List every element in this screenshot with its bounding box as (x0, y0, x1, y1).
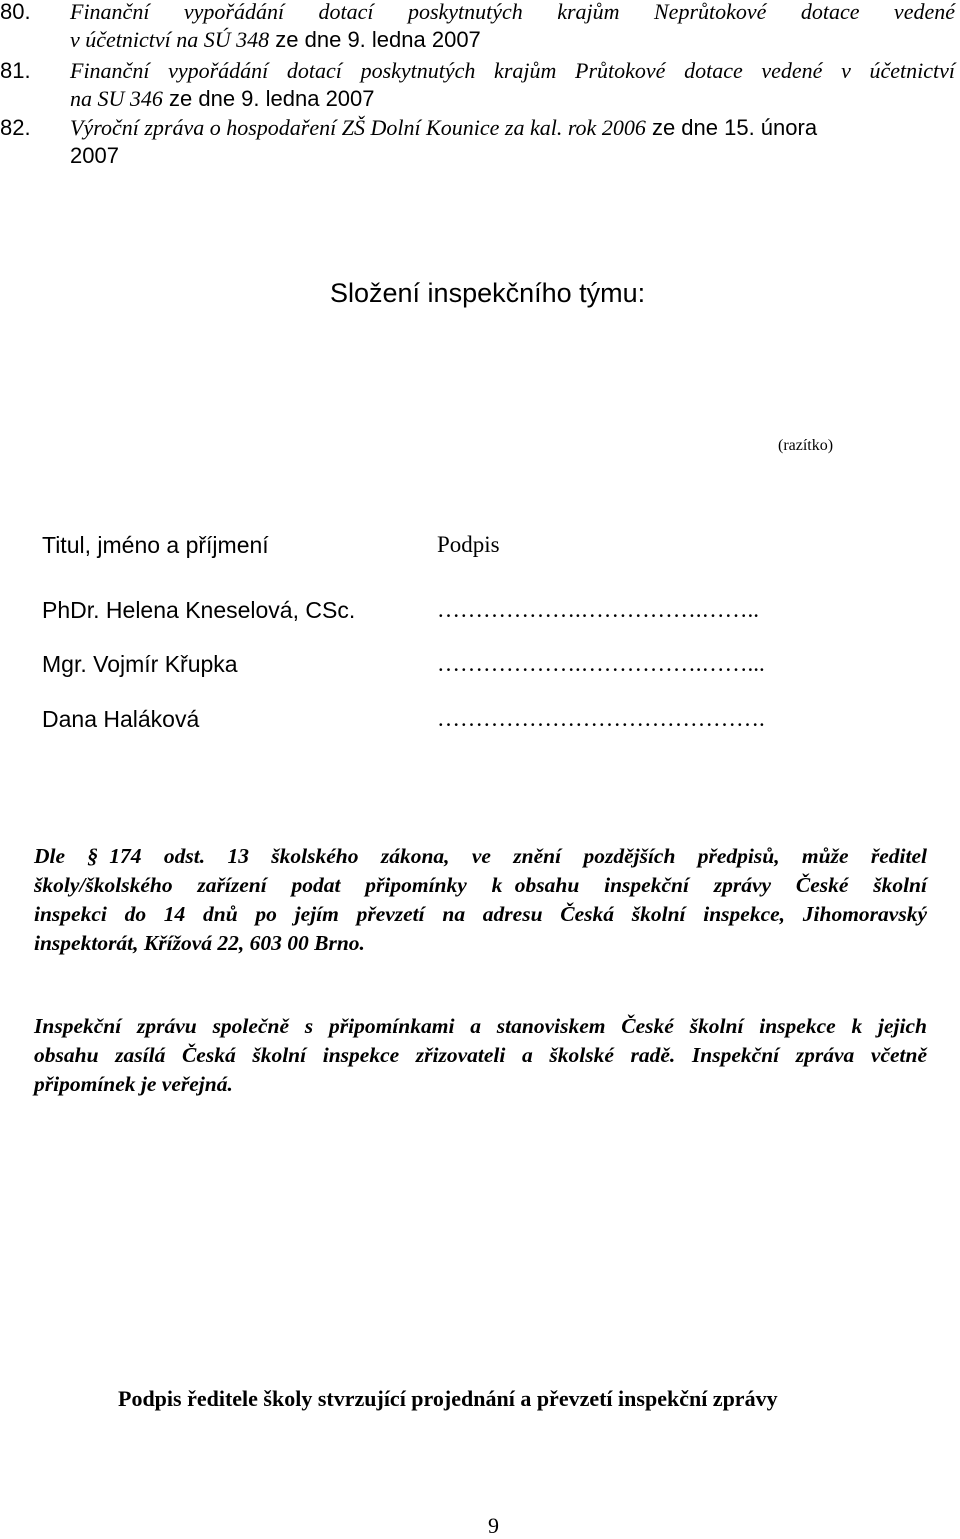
team-col-name-header: Titul, jméno a příjmení (42, 532, 269, 558)
director-signature-label: Podpis ředitele školy stvrzující projednání a převzetí inspekční zprávy (118, 1386, 778, 1411)
notice-line: školy/školského zařízení podat připomínky k obsahu inspekční zprávy České školní (34, 873, 927, 897)
team-heading: Složení inspekčního týmu: (330, 278, 646, 308)
list-text-line1: Finanční vypořádání dotací poskytnutých krajům Průtokové dotace vedené v účetnictví (70, 58, 955, 83)
team-member-name: Mgr. Vojmír Křupka (42, 651, 238, 677)
comment-notice (34, 842, 927, 958)
team-member-sign-line: ……………….…………….…….. (437, 597, 759, 622)
list-text-line1 (70, 114, 817, 142)
team-member-sign-line: ……………………………………. (437, 706, 765, 731)
list-text-italic: Výroční zpráva o hospodaření ZŠ Dolní Kounice za kal. rok 2006 (70, 115, 646, 140)
page-number: 9 (488, 1513, 499, 1538)
notice-line: inspektorát, Křížová 22, 603 00 Brno. (34, 931, 365, 955)
team-member-sign-line: ……………….…………….……... (437, 651, 765, 676)
notice-line: inspekci do 14 dnů po jejím převzetí na adresu Česká školní inspekce, Jihomoravský (34, 902, 927, 926)
list-number: 80. (0, 0, 31, 24)
publication-notice (34, 1012, 927, 1099)
list-text-line1: Finanční vypořádání dotací poskytnutých krajům Neprůtokové dotace vedené (70, 0, 955, 24)
list-item-81 (0, 57, 960, 113)
list-number: 81. (0, 58, 31, 83)
list-text-plain: ze dne 9. ledna 2007 (162, 86, 375, 111)
publication-line: Inspekční zprávu společně s připomínkami a stanoviskem České školní inspekce k jejich (34, 1014, 927, 1038)
publication-line: obsahu zasílá Česká školní inspekce zřizovateli a školské radě. Inspekční zpráva včetně (34, 1043, 927, 1067)
list-text-line2 (70, 26, 481, 54)
list-text-line2: 2007 (70, 143, 119, 168)
team-member-name: PhDr. Helena Kneselová, CSc. (42, 597, 356, 623)
team-col-sign-header: Podpis (437, 532, 500, 557)
list-text-italic: na SU 346 (70, 86, 163, 111)
list-text-line2 (70, 85, 375, 113)
list-text-plain: ze dne 9. ledna 2007 (269, 27, 481, 52)
team-member-name: Dana Haláková (42, 706, 200, 732)
list-text-plain: ze dne 15. února (645, 115, 818, 140)
list-text-italic: v účetnictví na SÚ 348 (70, 27, 270, 52)
list-item-82 (0, 114, 960, 170)
stamp-placeholder: (razítko) (778, 437, 834, 454)
list-number: 82. (0, 115, 31, 140)
notice-line: Dle § 174 odst. 13 školského zákona, ve znění pozdějších předpisů, může ředitel (34, 844, 927, 868)
publication-line: připomínek je veřejná. (34, 1072, 233, 1096)
list-item-80 (0, 0, 960, 54)
